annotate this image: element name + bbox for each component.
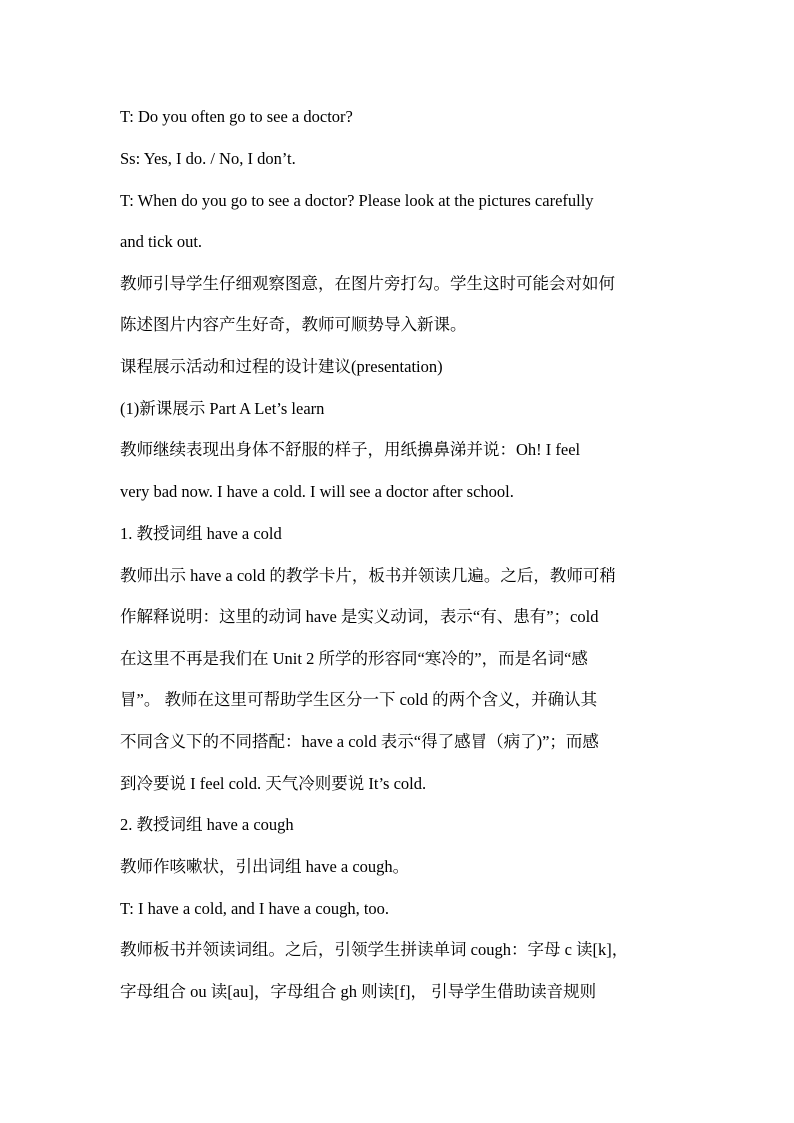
paragraph-line: 陈述图片内容产生好奇，教师可顺势导入新课。 <box>120 315 467 334</box>
paragraph-line: 作解释说明：这里的动词 have 是实义动词，表示“有、患有”；cold <box>120 607 599 626</box>
paragraph-line: 教师出示 have a cold 的教学卡片，板书并领读几遍。之后，教师可稍 <box>120 566 616 585</box>
section-heading: 课程展示活动和过程的设计建议(presentation) <box>120 357 443 376</box>
paragraph-line: 在这里不再是我们在 Unit 2 所学的形容同“寒冷的”，而是名词“感 <box>120 649 588 668</box>
dialogue-line: T: When do you go to see a doctor? Please look at the pictures carefully <box>120 191 594 210</box>
numbered-heading: 2. 教授词组 have a cough <box>120 815 294 834</box>
paragraph-line: 教师作咳嗽状，引出词组 have a cough。 <box>120 857 410 876</box>
dialogue-line: Ss: Yes, I do. / No, I don’t. <box>120 149 296 168</box>
paragraph-line: very bad now. I have a cold. I will see a doctor after school. <box>120 482 514 501</box>
paragraph-line: 教师继续表现出身体不舒服的样子，用纸擤鼻涕并说：Oh! I feel <box>120 440 581 459</box>
dialogue-line: T: Do you often go to see a doctor? <box>120 107 353 126</box>
paragraph-line: 教师板书并领读词组。之后，引领学生拼读单词 cough：字母 c 读[k]， <box>120 940 629 959</box>
paragraph-line: 冒”。 教师在这里可帮助学生区分一下 cold 的两个含义，并确认其 <box>120 690 598 709</box>
paragraph-line: 不同含义下的不同搭配：have a cold 表示“得了感冒（病了)”；而感 <box>120 732 599 751</box>
numbered-heading: 1. 教授词组 have a cold <box>120 524 282 543</box>
paragraph-line: 到冷要说 I feel cold. 天气冷则要说 It’s cold. <box>120 774 427 793</box>
dialogue-line: and tick out. <box>120 232 203 251</box>
paragraph-line: 字母组合 ou 读[au]，字母组合 gh 则读[f]， 引导学生借助读音规则 <box>120 982 597 1001</box>
paragraph-line: 教师引导学生仔细观察图意，在图片旁打勾。学生这时可能会对如何 <box>120 274 615 293</box>
dialogue-line: T: I have a cold, and I have a cough, too. <box>120 899 390 918</box>
subsection-heading: (1)新课展示 Part A Let’s learn <box>120 399 325 418</box>
